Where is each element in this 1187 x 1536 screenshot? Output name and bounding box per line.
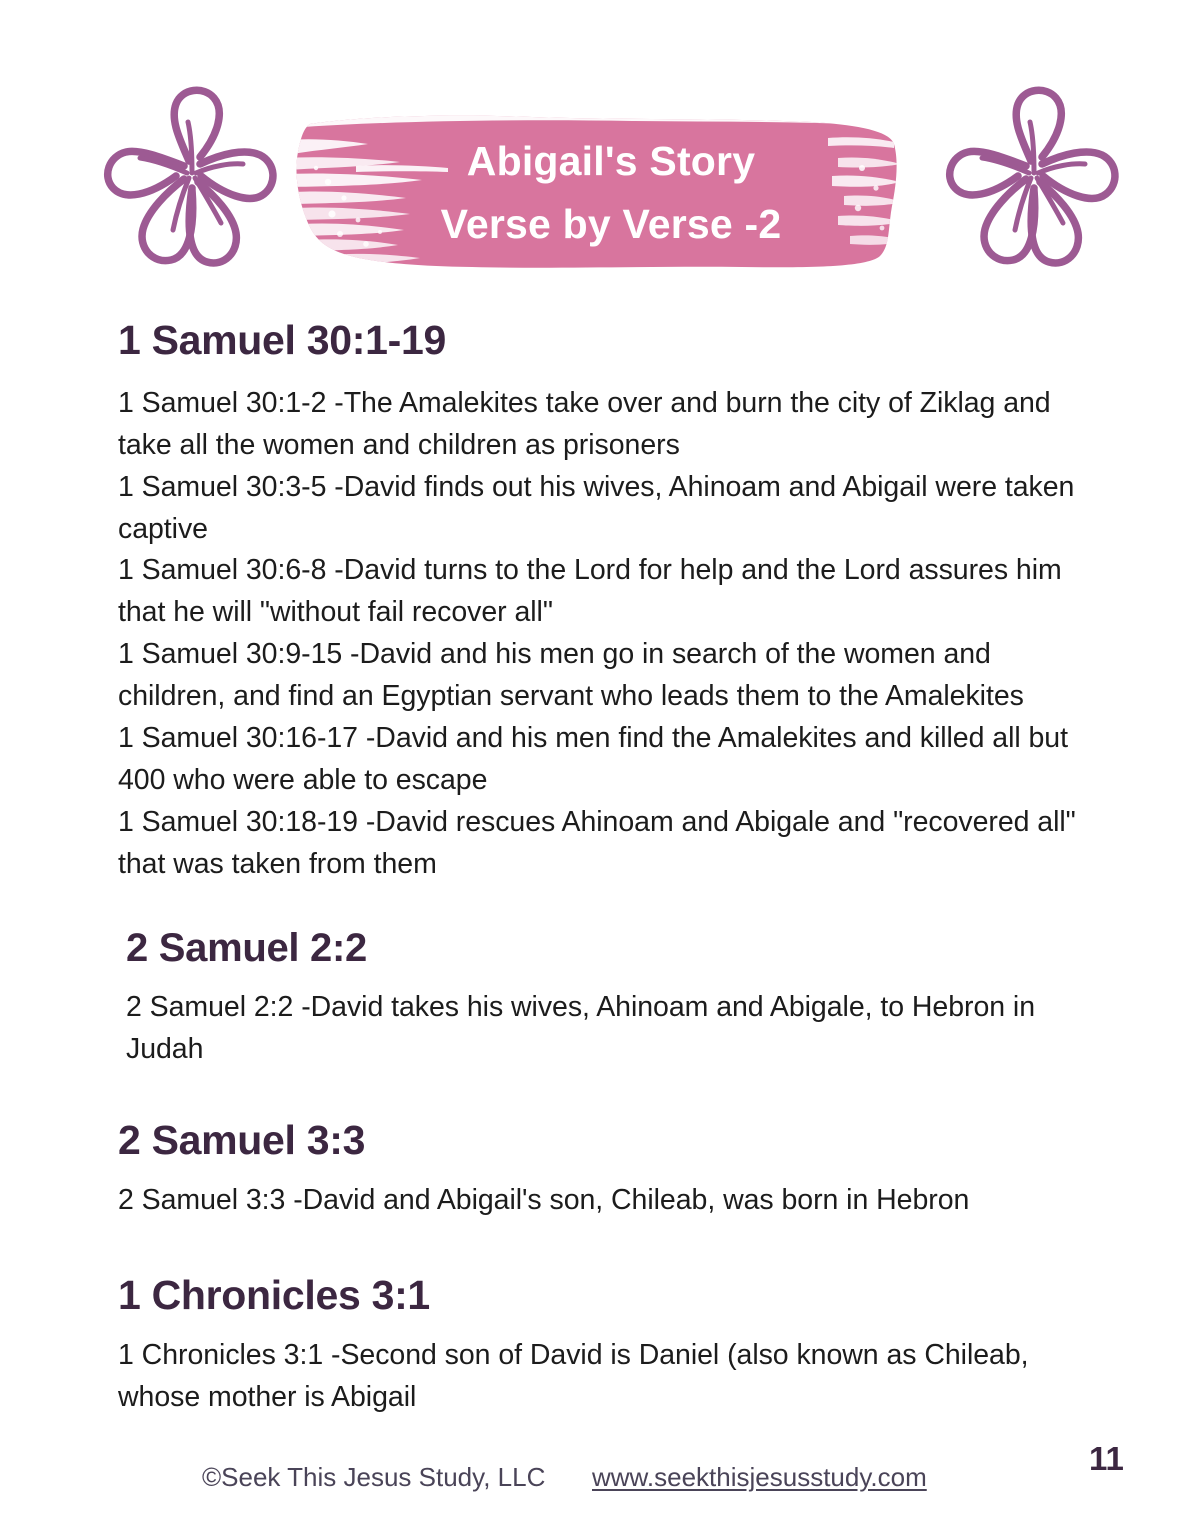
verse-line: 1 Samuel 30:9-15 -David and his men go in search of the women and children, and find an Egyptian servant who leads them to the Amalekites xyxy=(118,638,1024,713)
banner-title-line-1: Abigail's Story xyxy=(466,138,756,185)
section-heading: 2 Samuel 2:2 xyxy=(126,926,367,970)
website-link[interactable]: www.seekthisjesusstudy.com xyxy=(592,1462,927,1492)
banner-title xyxy=(272,110,912,275)
title-banner xyxy=(272,110,912,275)
section-1-chronicles-3-1 xyxy=(118,1273,1083,1419)
banner-title-line-2: Verse by Verse -2 xyxy=(440,200,782,247)
verse-line: 1 Samuel 30:6-8 -David turns to the Lord for help and the Lord assures him that he will "without fail recover all" xyxy=(118,554,1062,629)
flower-decoration-left-icon xyxy=(88,78,288,274)
section-body xyxy=(118,1180,1078,1222)
page-number: 11 xyxy=(1089,1440,1124,1477)
section-2-samuel-2-2 xyxy=(126,926,1086,1071)
section-1-samuel-30 xyxy=(118,318,1093,886)
verse-line: 1 Chronicles 3:1 -Second son of David is Daniel (also known as Chileab, whose mother is Abigail xyxy=(118,1338,1029,1413)
section-heading: 1 Chronicles 3:1 xyxy=(118,1272,430,1318)
section-2-samuel-3-3 xyxy=(118,1118,1078,1222)
section-body xyxy=(126,987,1076,1071)
section-body xyxy=(118,383,1083,886)
verse-line: 1 Samuel 30:3-5 -David finds out his wives, Ahinoam and Abigail were taken captive xyxy=(118,470,1075,545)
flower-decoration-right-icon xyxy=(930,78,1130,274)
verse-line: 1 Samuel 30:1-2 -The Amalekites take over and burn the city of Ziklag and take all the women and children as prisoners xyxy=(118,386,1051,461)
verse-line: 2 Samuel 2:2 -David takes his wives, Ahinoam and Abigale, to Hebron in Judah xyxy=(126,990,1036,1065)
section-heading: 1 Samuel 30:1-19 xyxy=(118,317,446,363)
copyright-text: ©Seek This Jesus Study, LLC xyxy=(202,1462,546,1492)
verse-line: 1 Samuel 30:18-19 -David rescues Ahinoam and Abigale and "recovered all" that was taken from them xyxy=(118,805,1076,880)
page-footer xyxy=(0,1440,1187,1536)
section-heading: 2 Samuel 3:3 xyxy=(118,1117,366,1163)
verse-line: 2 Samuel 3:3 -David and Abigail's son, Chileab, was born in Hebron xyxy=(118,1183,970,1216)
section-body xyxy=(118,1335,1078,1419)
verse-line: 1 Samuel 30:16-17 -David and his men find the Amalekites and killed all but 400 who were able to escape xyxy=(118,722,1068,796)
page-header xyxy=(0,0,1187,265)
